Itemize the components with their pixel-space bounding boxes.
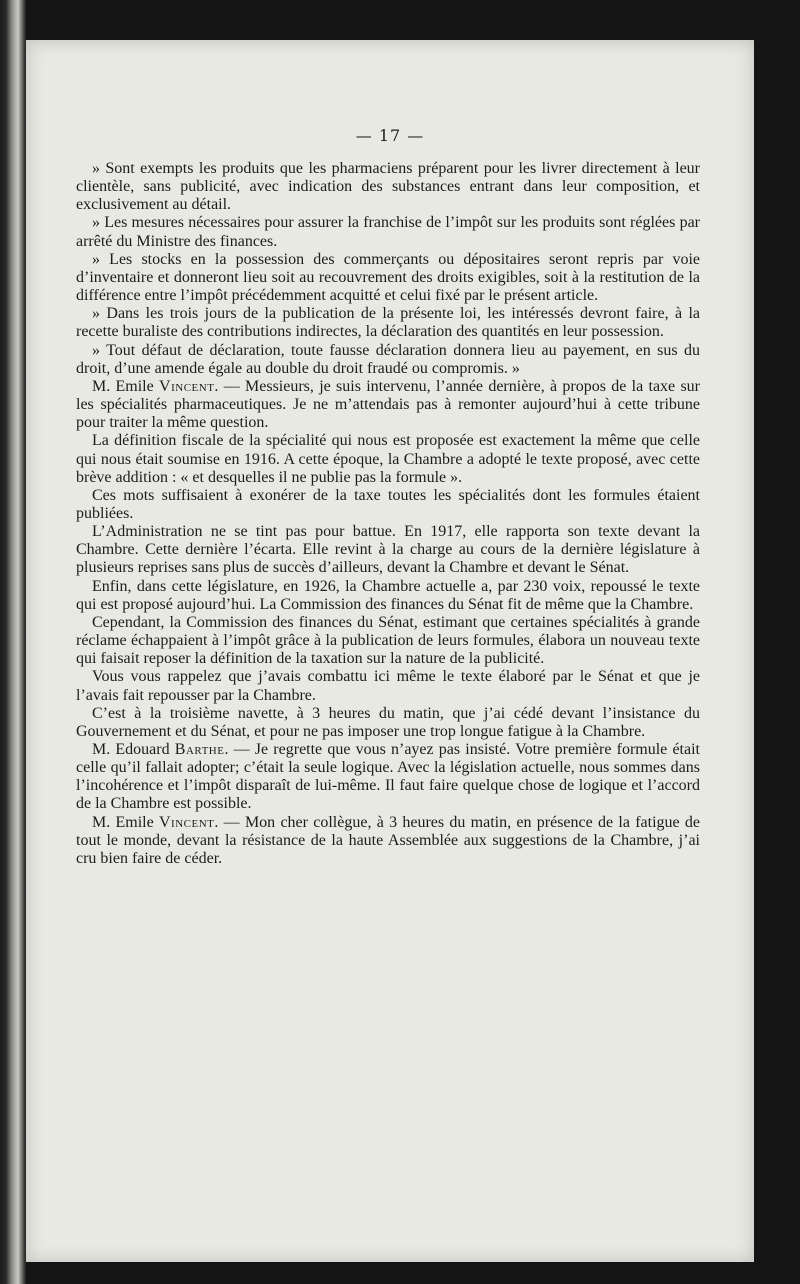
speaker-name: Vincent <box>159 813 215 831</box>
paragraph: Ces mots suffisaient à exonérer de la taxe toutes les spécialités dont les formules étaient publiées. <box>76 486 700 522</box>
paragraph: » Dans les trois jours de la publication de la présente loi, les intéressés devront faire, à la recette buraliste des contributions indirectes, la déclaration des quantités en leur possession. <box>76 305 700 341</box>
page-number: — 17 — <box>355 126 425 145</box>
speaker-prefix: M. Emile <box>92 377 160 395</box>
paragraph: Cependant, la Commission des finances du Sénat, estimant que certaines spécialités à grande réclame échappaient à l’impôt grâce à la publication de leurs formules, élabora un nouveau texte qui faisait reposer la définition de la taxation sur la nature de la publicité. <box>76 613 700 668</box>
speaker-paragraph: M. Emile Vincent. — Mon cher collègue, à 3 heures du matin, en présence de la fatigue de tout le monde, devant la résistance de la haute Assemblée aux suggestions de la Chambre, j’ai cru bien faire de céder. <box>76 813 701 867</box>
paragraph: C’est à la troisième navette, à 3 heures du matin, que j’ai cédé devant l’insistance du Gouvernement et du Sénat, et pour ne pas imposer une trop longue fatigue à la Chambre. <box>76 704 700 740</box>
paragraph: L’Administration ne se tint pas pour battue. En 1917, elle rapporta son texte devant la Chambre. Cette dernière l’écarta. Elle revint à la charge au cours de la dernière législature à plusieurs reprises sans plus de succès d’ailleurs, devant la Chambre et devant le Sénat. <box>76 523 700 577</box>
paragraph: » Les stocks en la possession des commerçants ou dépositaires seront repris par voie d’inventaire et donneront lieu soit au recouvrement des droits exigibles, soit à la restitution de la différence entre l’impôt précédemment acquitté et celui fixé par le présent article. <box>76 250 700 305</box>
paragraph: Enfin, dans cette législature, en 1926, la Chambre actuelle a, par 230 voix, repoussé le texte qui est proposé aujourd’hui. La Commission des finances du Sénat fit de même que la Chambre. <box>76 577 700 613</box>
speaker-paragraph: M. Edouard Barthe. — Je regrette que vous n’ayez pas insisté. Votre première formule était celle qu’il fallait adopter; c’était la seule logique. Avec la législation actuelle, nous sommes dans l’incohérence et l’impôt disparaît de lui-même. Il faut faire quelque chose de logique et l’accord de la Chambre est possible. <box>76 741 700 813</box>
book-edge <box>0 0 26 1284</box>
speaker-name: Barthe <box>174 741 225 758</box>
paragraph: » Les mesures nécessaires pour assurer la franchise de l’impôt sur les produits sont réglées par arrêté du Ministre des finances. <box>76 214 700 250</box>
speaker-prefix: M. Edouard <box>92 741 175 758</box>
document-page <box>26 40 754 1262</box>
paragraph: » Tout défaut de déclaration, toute fausse déclaration donnera lieu au payement, en sus du droit, d’une amende égale au double du droit fraudé ou compromis. » <box>76 341 700 377</box>
paragraph: La définition fiscale de la spécialité qui nous est proposée est exactement la même que celle qui nous était soumise en 1916. A cette époque, la Chambre a adopté le texte proposé, avec cette brève addition : « et desquelles il ne publie pas la formule ». <box>76 432 700 486</box>
speaker-prefix: M. Emile <box>92 813 159 831</box>
paragraph: » Sont exempts les produits que les pharmaciens préparent pour les livrer directement à leur clientèle, sans publicité, avec indication des substances entrant dans leur composition, et exclusivement au détail. <box>76 160 700 214</box>
body-text <box>76 160 700 868</box>
speaker-paragraph: M. Emile Vincent. — Messieurs, je suis intervenu, l’année dernière, à propos de la taxe sur les spécialités pharmaceutiques. Je ne m’attendais pas à remonter aujourd’hui à cette tribune pour traiter la même question. <box>76 377 700 432</box>
paragraph: Vous vous rappelez que j’avais combattu ici même le texte élaboré par le Sénat et que je l’avais fait repousser par la Chambre. <box>76 668 700 704</box>
speaker-name: Vincent <box>159 377 215 395</box>
